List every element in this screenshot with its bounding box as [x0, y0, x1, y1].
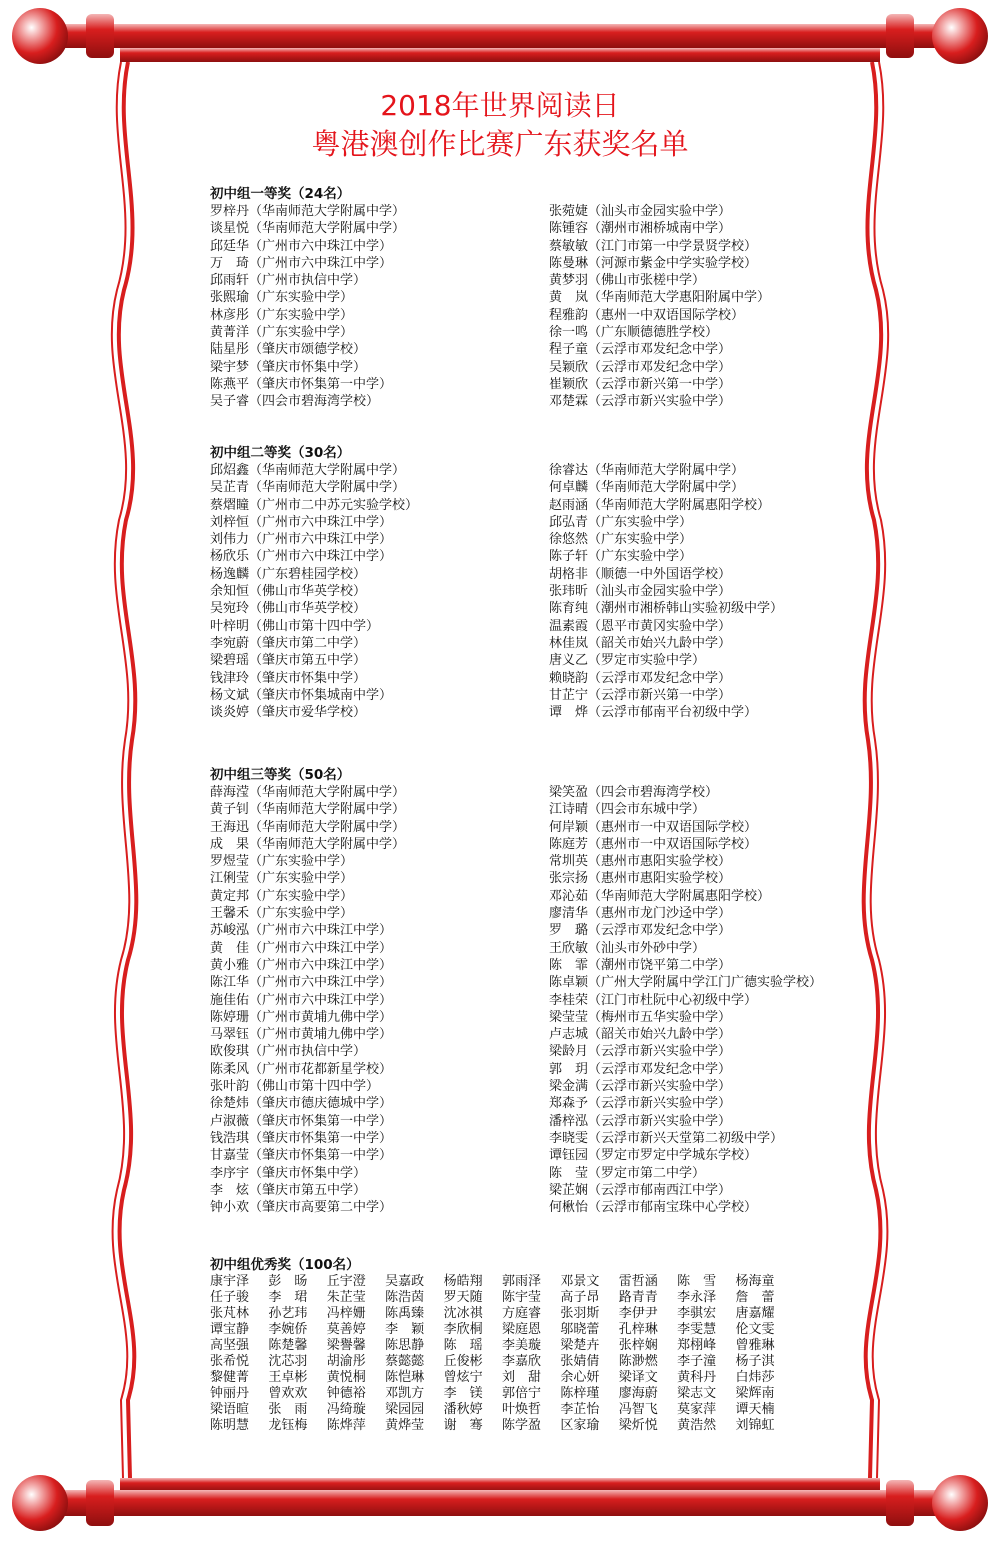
- winner-entry: 施佳佑（广州市六中珠江中学）: [210, 992, 393, 1008]
- winner-entry: 谭 烨（云浮市郁南平台初级中学）: [549, 705, 758, 721]
- winner-entry: 邱廷华（广州市六中珠江中学）: [210, 238, 393, 254]
- winner-entry: 王欣敏（汕头市外砂中学）: [549, 940, 706, 956]
- winner-entry: 欧俊琪（广州市执信中学）: [210, 1044, 367, 1060]
- excellent-winner-name: 李嘉欣: [501, 1354, 541, 1369]
- winner-entry: 吴颖欣（云浮市邓发纪念中学）: [549, 359, 732, 375]
- excellent-winner-name: 陈 瑶: [443, 1338, 483, 1353]
- winner-entry: 成 果（华南师范大学附属中学）: [210, 836, 406, 852]
- winner-entry: 李 炫（肇庆市第五中学）: [210, 1182, 367, 1198]
- winner-entry: 陈 霏（潮州市饶平第二中学）: [549, 957, 732, 973]
- winner-entry: 林佳岚（韶关市始兴九龄中学）: [549, 635, 732, 651]
- excellent-winner-name: 曾炫宁: [443, 1370, 483, 1385]
- winner-entry: 邓楚霖（云浮市新兴实验中学）: [549, 394, 732, 410]
- section-heading: 初中组二等奖（30名）: [210, 445, 351, 461]
- winner-entry: 罗梓丹（华南师范大学附属中学）: [210, 204, 406, 219]
- excellent-winner-name: 邓景文: [560, 1274, 600, 1289]
- excellent-winner-name: 沈冰祺: [443, 1306, 483, 1321]
- winner-entry: 叶梓明（佛山市第十四中学）: [210, 618, 380, 634]
- winner-entry: 程子童（云浮市邓发纪念中学）: [549, 342, 732, 358]
- winner-entry: 苏峻泓（广州市六中珠江中学）: [210, 923, 393, 939]
- winner-entry: 陈曼琳（河源市紫金中学实验学校）: [549, 255, 758, 271]
- excellent-winner-name: 刘 甜: [501, 1370, 541, 1385]
- excellent-name-grid: [210, 1274, 850, 1434]
- winner-list-right: [549, 784, 849, 1216]
- excellent-winner-name: 孙艺玮: [268, 1306, 308, 1321]
- section-heading: 初中组三等奖（50名）: [210, 767, 351, 783]
- excellent-winner-name: 梁志文: [677, 1386, 717, 1401]
- excellent-winner-name: 高坚强: [210, 1338, 250, 1353]
- excellent-winner-name: 彭 旸: [268, 1274, 308, 1289]
- excellent-winner-name: 黄科丹: [677, 1370, 717, 1385]
- winner-entry: 甘嘉莹（肇庆市怀集第一中学）: [210, 1148, 393, 1164]
- winner-entry: 刘梓恒（广州市六中珠江中学）: [210, 514, 393, 530]
- winner-entry: 卢淑薇（肇庆市怀集第一中学）: [210, 1113, 393, 1129]
- excellent-winner-name: 余心妍: [560, 1370, 600, 1385]
- excellent-winner-name: 李子潼: [677, 1354, 717, 1369]
- winner-list-right: [549, 203, 849, 411]
- excellent-winner-name: 李 颖: [385, 1322, 425, 1337]
- winner-entry: 邱雨轩（广州市执信中学）: [210, 273, 367, 289]
- excellent-winner-name: 朱芷莹: [326, 1290, 366, 1305]
- excellent-winner-name: 黄浩然: [677, 1418, 717, 1433]
- winner-entry: 黄定邦（广东实验中学）: [210, 888, 354, 904]
- excellent-winner-name: 高子昂: [560, 1290, 600, 1305]
- winner-entry: 梁金满（云浮市新兴实验中学）: [549, 1079, 732, 1095]
- winner-entry: 陈子轩（广东实验中学）: [549, 549, 693, 565]
- excellent-winner-name: 唐嘉耀: [735, 1306, 775, 1321]
- page-subtitle: 粤港澳创作比赛广东获奖名单: [311, 127, 689, 161]
- excellent-winner-name: 陈烨萍: [326, 1418, 366, 1433]
- excellent-winner-name: 曾欢欢: [268, 1386, 308, 1401]
- winner-entry: 温素霞（恩平市黄冈实验中学）: [549, 618, 732, 634]
- excellent-winner-name: 杨子淇: [735, 1354, 775, 1369]
- excellent-winner-name: 黄悦桐: [326, 1370, 366, 1385]
- winner-entry: 甘芷宁（云浮市新兴第一中学）: [549, 687, 732, 703]
- excellent-winner-name: 谭天楠: [735, 1402, 775, 1417]
- excellent-winner-name: 张 雨: [268, 1402, 308, 1417]
- excellent-winner-name: 罗天随: [443, 1290, 483, 1305]
- winner-entry: 吴芷青（华南师范大学附属中学）: [210, 480, 406, 496]
- winner-entry: 何岸颖（惠州市一中双语国际学校）: [549, 819, 758, 835]
- winner-entry: 梁龄月（云浮市新兴实验中学）: [549, 1044, 732, 1060]
- section-second-prize: [210, 445, 850, 721]
- winner-entry: 黄 佳（广州市六中珠江中学）: [210, 940, 393, 956]
- winner-entry: 邱炤鑫（华南师范大学附属中学）: [210, 463, 406, 478]
- excellent-winner-name: 郭倍宁: [501, 1386, 541, 1401]
- excellent-winner-name: 丘俊彬: [443, 1354, 483, 1369]
- excellent-winner-name: 区家瑜: [560, 1418, 600, 1433]
- excellent-winner-name: 梁译文: [618, 1370, 658, 1385]
- excellent-winner-name: 王卓彬: [268, 1370, 308, 1385]
- winner-entry: 李桂荣（江门市杜阮中心初级中学）: [549, 992, 758, 1008]
- section-first-prize: [210, 186, 850, 411]
- section-excellent-prize: [210, 1257, 850, 1434]
- winner-entry: 徐楚炜（肇庆市德庆德城中学）: [210, 1096, 393, 1112]
- excellent-winner-name: 叶焕哲: [501, 1402, 541, 1417]
- winner-entry: 唐义乙（罗定市实验中学）: [549, 653, 706, 669]
- excellent-winner-name: 陈学盈: [501, 1418, 541, 1433]
- excellent-winner-name: 谭宝静: [210, 1322, 250, 1337]
- winner-entry: 薛海滢（华南师范大学附属中学）: [210, 785, 406, 800]
- excellent-winner-name: 詹 蕾: [735, 1290, 775, 1305]
- winner-entry: 李宛蔚（肇庆市第二中学）: [210, 635, 367, 651]
- excellent-winner-name: 莫家萍: [677, 1402, 717, 1417]
- winner-entry: 谭钰园（罗定市罗定中学城东学校）: [549, 1148, 758, 1164]
- excellent-winner-name: 陈渺燃: [618, 1354, 658, 1369]
- winner-entry: 谈炎婷（肇庆市爱华学校）: [210, 705, 367, 721]
- scroll-top-rod: [12, 8, 988, 64]
- winner-entry: 李晓雯（云浮市新兴天堂第二初级中学）: [549, 1130, 784, 1146]
- excellent-winner-name: 邓凯方: [385, 1386, 425, 1401]
- excellent-winner-name: 梁庭恩: [501, 1322, 541, 1337]
- winner-entry: 梁笑盈（四会市碧海湾学校）: [549, 785, 719, 800]
- excellent-winner-name: 张梓娴: [618, 1338, 658, 1353]
- excellent-winner-name: 冯梓姗: [326, 1306, 366, 1321]
- winner-entry: 陈庭芳（惠州市一中双语国际学校）: [549, 836, 758, 852]
- winner-entry: 张菀婕（汕头市金园实验中学）: [549, 204, 732, 219]
- winner-entry: 郑森予（云浮市新兴实验中学）: [549, 1096, 732, 1112]
- winner-entry: 钟小欢（肇庆市高要第二中学）: [210, 1200, 393, 1216]
- excellent-winner-name: 龙钰梅: [268, 1418, 308, 1433]
- winner-entry: 钱浩琪（肇庆市怀集第一中学）: [210, 1130, 393, 1146]
- winner-entry: 江诗晴（四会市东城中学）: [549, 802, 706, 818]
- excellent-winner-name: 李雯慧: [677, 1322, 717, 1337]
- winner-entry: 吴子睿（四会市碧海湾学校）: [210, 394, 380, 410]
- scroll-bottom-rod: [12, 1475, 988, 1531]
- excellent-winner-name: 李婉侨: [268, 1322, 308, 1337]
- excellent-winner-name: 陈宇莹: [501, 1290, 541, 1305]
- winner-entry: 王海迅（华南师范大学附属中学）: [210, 819, 406, 835]
- excellent-winner-name: 邬晓蕾: [560, 1322, 600, 1337]
- winner-entry: 徐一鸣（广东顺德德胜学校）: [549, 325, 719, 341]
- section-heading: 初中组一等奖（24名）: [210, 186, 351, 202]
- excellent-winner-name: 陈恺琳: [385, 1370, 425, 1385]
- winner-list-left: [210, 203, 549, 411]
- excellent-winner-name: 潘秋婷: [443, 1402, 483, 1417]
- excellent-winner-name: 谢 骞: [443, 1418, 483, 1433]
- excellent-winner-name: 康宇泽: [210, 1274, 250, 1289]
- excellent-winner-name: 郑栩峰: [677, 1338, 717, 1353]
- excellent-winner-name: 梁譽馨: [326, 1338, 366, 1353]
- winner-entry: 陈柔风（广州市花都新星学校）: [210, 1061, 393, 1077]
- winner-entry: 潘梓泓（云浮市新兴实验中学）: [549, 1113, 732, 1129]
- winner-entry: 黄梦羽（佛山市张槎中学）: [549, 273, 706, 289]
- winner-entry: 杨逸麟（广东碧桂园学校）: [210, 566, 367, 582]
- winner-list-left: [210, 462, 549, 721]
- excellent-winner-name: 黄烨莹: [385, 1418, 425, 1433]
- excellent-winner-name: 刘锦虹: [735, 1418, 775, 1433]
- excellent-winner-name: 李永泽: [677, 1290, 717, 1305]
- winner-entry: 杨欣乐（广州市六中珠江中学）: [210, 549, 393, 565]
- winner-entry: 马翠钰（广州市黄埔九佛中学）: [210, 1027, 393, 1043]
- excellent-winner-name: 陈浩茵: [385, 1290, 425, 1305]
- excellent-winner-name: 方庭睿: [501, 1306, 541, 1321]
- excellent-winner-name: 李欣桐: [443, 1322, 483, 1337]
- winner-entry: 黄子钊（华南师范大学附属中学）: [210, 802, 406, 818]
- winner-entry: 常圳英（惠州市惠阳实验学校）: [549, 854, 732, 870]
- winner-entry: 黄小雅（广州市六中珠江中学）: [210, 957, 393, 973]
- excellent-winner-name: 陈 雪: [677, 1274, 717, 1289]
- section-heading: 初中组优秀奖（100名）: [210, 1257, 360, 1273]
- winner-entry: 杨文斌（肇庆市怀集城南中学）: [210, 687, 393, 703]
- excellent-winner-name: 陈思静: [385, 1338, 425, 1353]
- winner-entry: 万 琦（广州市六中珠江中学）: [210, 255, 393, 271]
- winner-entry: 李序宇（肇庆市怀集中学）: [210, 1165, 367, 1181]
- winner-entry: 蔡敏敏（江门市第一中学景贤学校）: [549, 238, 758, 254]
- excellent-winner-name: 冯智飞: [618, 1402, 658, 1417]
- excellent-winner-name: 李骐宏: [677, 1306, 717, 1321]
- excellent-winner-name: 雷哲涵: [618, 1274, 658, 1289]
- winner-entry: 梁碧瑶（肇庆市第五中学）: [210, 653, 367, 669]
- excellent-winner-name: 白炜莎: [735, 1370, 775, 1385]
- winner-entry: 余知恒（佛山市华英学校）: [210, 584, 367, 600]
- winner-entry: 何卓麟（华南师范大学附属中学）: [549, 480, 745, 496]
- page-title: 2018年世界阅读日: [380, 89, 620, 122]
- winner-entry: 罗 璐（云浮市邓发纪念中学）: [549, 923, 732, 939]
- excellent-winner-name: 张羽斯: [560, 1306, 600, 1321]
- winner-entry: 张熙瑜（广东实验中学）: [210, 290, 354, 306]
- winner-entry: 张宗扬（惠州市惠阳实验学校）: [549, 871, 732, 887]
- excellent-winner-name: 李伊尹: [618, 1306, 658, 1321]
- excellent-winner-name: 陈明慧: [210, 1418, 250, 1433]
- winner-entry: 陆星彤（肇庆市颂德学校）: [210, 342, 367, 358]
- excellent-winner-name: 陈梓瑾: [560, 1386, 600, 1401]
- winner-entry: 胡格非（顺德一中外国语学校）: [549, 566, 732, 582]
- excellent-winner-name: 张婧倩: [560, 1354, 600, 1369]
- winner-entry: 陈 莹（罗定市第二中学）: [549, 1165, 706, 1181]
- excellent-winner-name: 杨皓翔: [443, 1274, 483, 1289]
- excellent-winner-name: 张希悦: [210, 1354, 250, 1369]
- excellent-winner-name: 梁语暄: [210, 1402, 250, 1417]
- winner-entry: 梁芷娴（云浮市郁南西江中学）: [549, 1182, 732, 1198]
- excellent-winner-name: 钟丽丹: [210, 1386, 250, 1401]
- excellent-winner-name: 吴嘉政: [385, 1274, 425, 1289]
- winner-entry: 何楸怡（云浮市郁南宝珠中心学校）: [549, 1200, 758, 1216]
- winner-entry: 梁莹莹（梅州市五华实验中学）: [549, 1009, 732, 1025]
- excellent-winner-name: 孔梓琳: [618, 1322, 658, 1337]
- winner-entry: 廖清华（惠州市龙门沙迳中学）: [549, 906, 732, 922]
- winner-entry: 徐睿达（华南师范大学附属中学）: [549, 463, 745, 478]
- excellent-winner-name: 张芃林: [210, 1306, 250, 1321]
- winner-entry: 崔颖欣（云浮市新兴第一中学）: [549, 376, 732, 392]
- winner-entry: 张玮昕（汕头市金园实验中学）: [549, 584, 732, 600]
- excellent-winner-name: 黎健菁: [210, 1370, 250, 1385]
- section-third-prize: [210, 767, 850, 1216]
- excellent-winner-name: 陈禹臻: [385, 1306, 425, 1321]
- winner-entry: 江俐莹（广东实验中学）: [210, 871, 354, 887]
- winner-entry: 钱津玲（肇庆市怀集中学）: [210, 670, 367, 686]
- winner-entry: 谈星悦（华南师范大学附属中学）: [210, 221, 406, 237]
- winner-entry: 刘伟力（广州市六中珠江中学）: [210, 532, 393, 548]
- winner-entry: 黄 岚（华南师范大学惠阳附属中学）: [549, 290, 771, 306]
- excellent-winner-name: 胡渝彤: [326, 1354, 366, 1369]
- winner-entry: 陈婷珊（广州市黄埔九佛中学）: [210, 1009, 393, 1025]
- winner-entry: 罗煜莹（广东实验中学）: [210, 854, 354, 870]
- excellent-winner-name: 丘宇澄: [326, 1274, 366, 1289]
- winner-entry: 程雅韵（惠州一中双语国际学校）: [549, 307, 745, 323]
- winner-entry: 徐悠然（广东实验中学）: [549, 532, 693, 548]
- excellent-winner-name: 曾雅琳: [735, 1338, 775, 1353]
- excellent-winner-name: 伦文雯: [735, 1322, 775, 1337]
- winner-entry: 赖晓韵（云浮市邓发纪念中学）: [549, 670, 732, 686]
- winner-entry: 陈卓颖（广州大学附属中学江门广德实验学校）: [549, 975, 823, 991]
- winner-entry: 赵雨涵（华南师范大学附属惠阳学校）: [549, 497, 771, 513]
- excellent-winner-name: 路青青: [618, 1290, 658, 1305]
- winner-entry: 林彦彤（广东实验中学）: [210, 307, 354, 323]
- winner-entry: 陈江华（广州市六中珠江中学）: [210, 975, 393, 991]
- winner-entry: 梁宇梦（肇庆市怀集中学）: [210, 359, 367, 375]
- excellent-winner-name: 莫善婷: [326, 1322, 366, 1337]
- excellent-winner-name: 沈芯羽: [268, 1354, 308, 1369]
- excellent-winner-name: 李美璇: [501, 1338, 541, 1353]
- excellent-winner-name: 廖海蔚: [618, 1386, 658, 1401]
- winner-entry: 陈锺容（潮州市湘桥城南中学）: [549, 221, 732, 237]
- excellent-winner-name: 梁园园: [385, 1402, 425, 1417]
- excellent-winner-name: 梁炘悦: [618, 1418, 658, 1433]
- excellent-winner-name: 蔡懿懿: [385, 1354, 425, 1369]
- winner-list-left: [210, 784, 549, 1216]
- winner-entry: 卢志城（韶关市始兴九龄中学）: [549, 1027, 732, 1043]
- winner-entry: 黄菁洋（广东实验中学）: [210, 325, 354, 341]
- excellent-winner-name: 郭雨泽: [501, 1274, 541, 1289]
- excellent-winner-name: 冯绮璇: [326, 1402, 366, 1417]
- excellent-winner-name: 梁辉南: [735, 1386, 775, 1401]
- excellent-winner-name: 梁楚卉: [560, 1338, 600, 1353]
- winner-entry: 陈燕平（肇庆市怀集第一中学）: [210, 376, 393, 392]
- winner-entry: 吴宛玲（佛山市华英学校）: [210, 601, 367, 617]
- winner-entry: 郭 玥（云浮市邓发纪念中学）: [549, 1061, 732, 1077]
- excellent-winner-name: 任子骏: [210, 1290, 250, 1305]
- winner-entry: 张叶韵（佛山市第十四中学）: [210, 1079, 380, 1095]
- excellent-winner-name: 李 镁: [443, 1386, 483, 1401]
- excellent-winner-name: 李 珺: [268, 1290, 308, 1305]
- excellent-winner-name: 李芷怡: [560, 1402, 600, 1417]
- excellent-winner-name: 钟德裕: [326, 1386, 366, 1401]
- winner-entry: 蔡熠瞳（广州市二中苏元实验学校）: [210, 497, 419, 513]
- winner-entry: 邓沁茹（华南师范大学附属惠阳学校）: [549, 888, 771, 904]
- excellent-winner-name: 陈楚馨: [268, 1338, 308, 1353]
- winner-entry: 邱弘青（广东实验中学）: [549, 514, 693, 530]
- winner-entry: 陈育纯（潮州市湘桥韩山实验初级中学）: [549, 601, 784, 617]
- excellent-winner-name: 杨海童: [735, 1274, 775, 1289]
- winner-entry: 王馨禾（广东实验中学）: [210, 906, 354, 922]
- winner-list-right: [549, 462, 849, 721]
